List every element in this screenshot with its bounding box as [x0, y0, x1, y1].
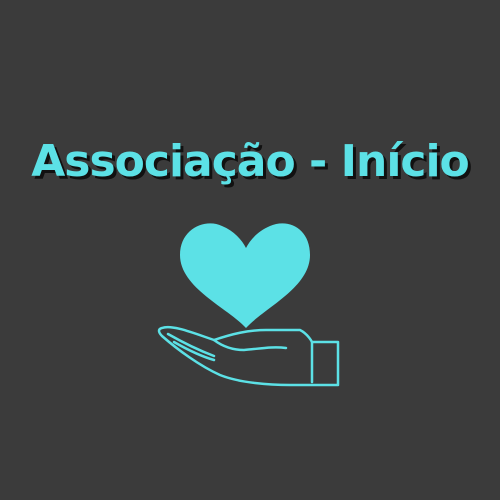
open-hand-icon — [159, 327, 338, 385]
heart-in-hand-illustration — [150, 220, 350, 390]
heart-icon — [180, 223, 310, 328]
page-title: Associação - Início — [31, 136, 469, 187]
